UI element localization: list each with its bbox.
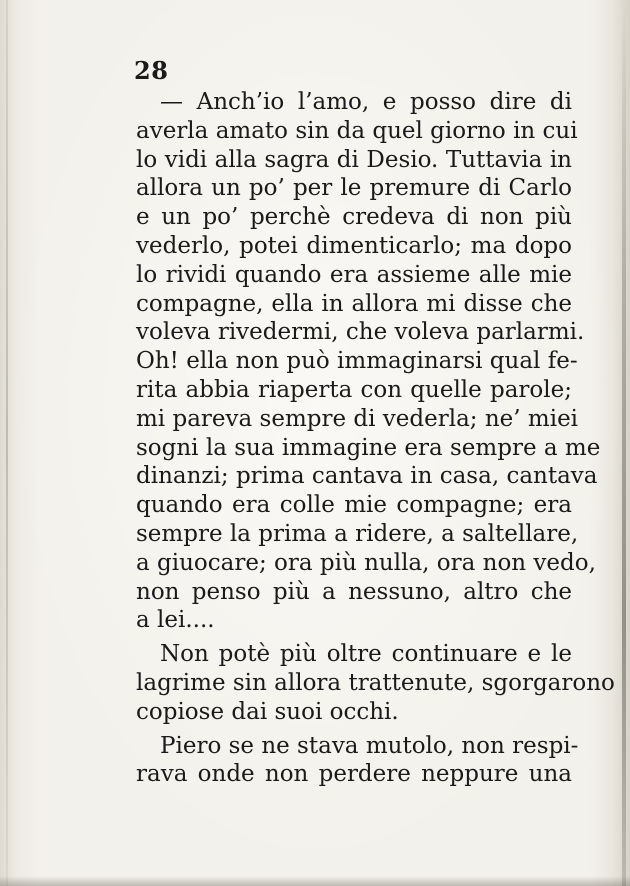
text-line: e un po’ perchè credeva di non più [136, 204, 572, 231]
text-line: voleva rivedermi, che voleva parlarmi. [136, 319, 585, 346]
text-line: rava onde non perdere neppure una [136, 761, 572, 788]
text-line: dinanzi; prima cantava in casa, cantava [136, 463, 598, 490]
text-block [136, 88, 615, 789]
text-line: rita abbia riaperta con quelle parole; [136, 376, 572, 403]
paragraph [136, 732, 579, 790]
text-line: Oh! ella non può immaginarsi qual fe- [136, 348, 578, 375]
text-line: copiose dai suoi occhi. [136, 698, 399, 725]
text-line: vederlo, potei dimenticarlo; ma dopo [136, 232, 572, 259]
text-line: quando era colle mie compagne; era [136, 492, 572, 519]
page-left-edge [6, 0, 8, 886]
paragraph [136, 88, 601, 635]
paragraph [136, 640, 615, 726]
text-line: lo vidi alla sagra di Desio. Tuttavia in [136, 146, 572, 173]
text-line: Non potè più oltre continuare e le [160, 641, 572, 668]
text-line: sempre la prima a ridere, a saltellare, [136, 520, 579, 547]
text-line: a giuocare; ora più nulla, ora non vedo, [136, 549, 596, 576]
text-line: lo rividi quando era assieme alle mie [136, 261, 572, 288]
text-line: allora un po’ per le premure di Carlo [136, 175, 572, 202]
text-line: Piero se ne stava mutolo, non respi- [160, 732, 579, 759]
text-line: — Anch’io l’amo, e posso dire di [160, 89, 572, 115]
text-line: non penso più a nessuno, altro che [136, 578, 572, 605]
text-line: compagne, ella in allora mi disse che [136, 290, 572, 317]
page-right-edge [622, 0, 626, 886]
page-number: 28 [134, 56, 169, 85]
text-line: sogni la sua immagine era sempre a me [136, 434, 601, 461]
page-bottom-edge [0, 876, 630, 886]
text-line: a lei.... [136, 607, 215, 634]
text-line: mi pareva sempre di vederla; ne’ miei [136, 405, 579, 432]
text-line: averla amato sin da quel giorno in cui [136, 117, 578, 144]
text-line: lagrime sin allora trattenute, sgorgarono [136, 669, 615, 696]
